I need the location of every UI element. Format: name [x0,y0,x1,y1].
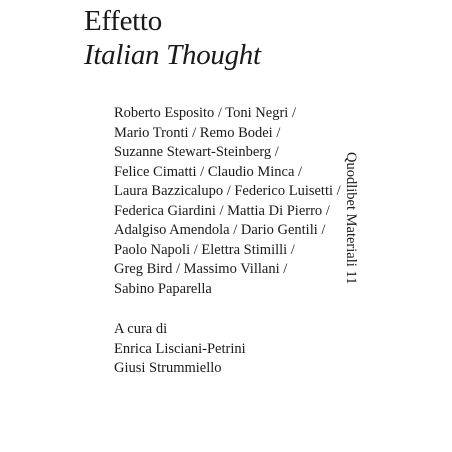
author-line: Suzanne Stewart-Steinberg / [114,144,279,160]
series-label: Quodlibet Materiali 11 [343,152,359,285]
book-title [84,4,261,72]
author-line: Sabino Paparella [114,280,212,297]
author-line: Roberto Esposito / Toni Negri / [114,105,296,121]
author-line: Felice Cimatti / Claudio Minca / [114,163,303,180]
author-line: Laura Bazzicalupo / Federico Luisetti / [114,183,341,199]
editor-name: Enrica Lisciani-Petrini [114,340,246,357]
author-line: Adalgiso Amendola / Dario Gentili / [114,222,326,238]
author-line: Paolo Napoli / Elettra Stimilli / [114,241,295,258]
title-line-2: Italian Thought [84,39,261,71]
editor-name: Giusi Strummiello [114,360,222,376]
editors-block [114,320,246,379]
author-line: Mario Tronti / Remo Bodei / [114,124,281,141]
editors-heading: A cura di [114,321,168,337]
title-line-1: Effetto [84,5,162,37]
author-list [114,104,341,299]
series-spine [343,152,371,292]
author-line: Greg Bird / Massimo Villani / [114,261,288,277]
author-line: Federica Giardini / Mattia Di Pierro / [114,202,330,219]
